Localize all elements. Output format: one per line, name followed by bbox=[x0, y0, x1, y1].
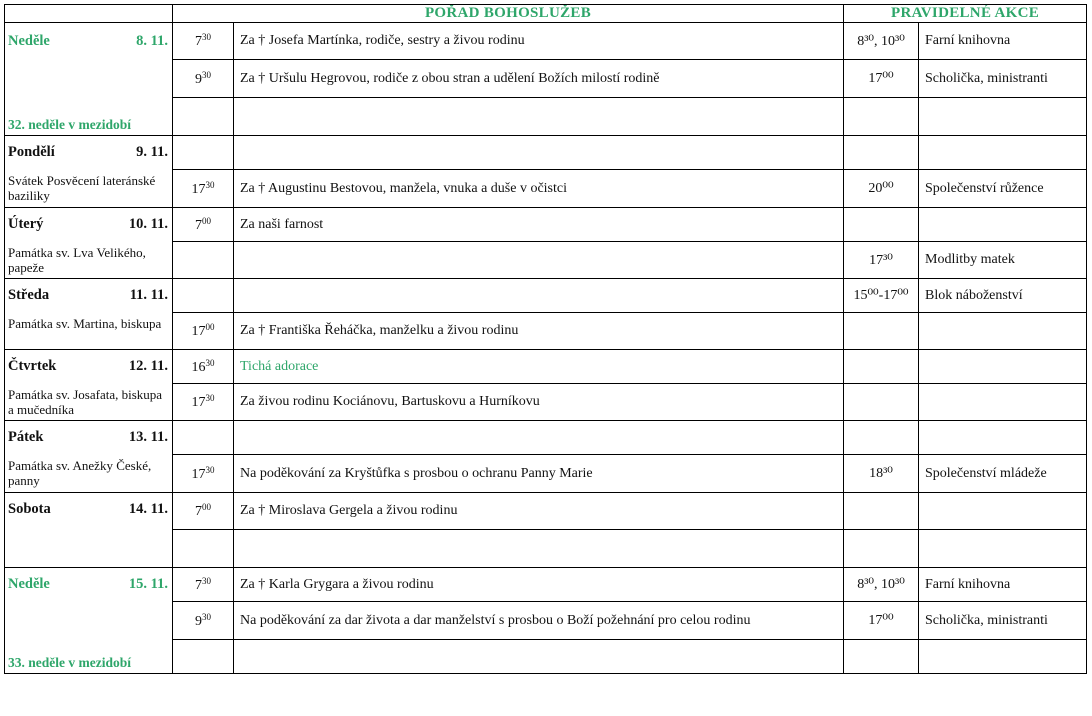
mass-time: $17^{00}$ bbox=[173, 313, 234, 350]
event-name bbox=[919, 136, 1087, 170]
table-row bbox=[5, 568, 1087, 602]
sunday-name: 32. neděle v mezidobí bbox=[8, 117, 131, 132]
event-time: 20⁰⁰ bbox=[844, 170, 919, 208]
mass-time: $9^{30}$ bbox=[173, 602, 234, 640]
mass-intention bbox=[234, 136, 844, 170]
day-cell bbox=[5, 23, 173, 136]
event-name bbox=[919, 384, 1087, 421]
mass-intention: Za † Karla Grygara a živou rodinu bbox=[234, 568, 844, 602]
day-cell bbox=[5, 350, 173, 421]
table-row bbox=[5, 279, 1087, 313]
day-date: 10. 11. bbox=[128, 216, 168, 232]
table-row bbox=[5, 136, 1087, 170]
event-name bbox=[919, 350, 1087, 384]
mass-time: $9^{30}$ bbox=[173, 60, 234, 98]
event-name: Společenství růžence bbox=[919, 170, 1087, 208]
event-time bbox=[844, 493, 919, 530]
mass-intention bbox=[234, 242, 844, 279]
day-name: Neděle bbox=[8, 576, 50, 592]
day-name: Pondělí bbox=[8, 144, 55, 160]
mass-intention: Za živou rodinu Kociánovu, Bartuskovu a Hurníkovu bbox=[234, 384, 844, 421]
event-time bbox=[844, 98, 919, 136]
mass-intention bbox=[234, 421, 844, 455]
event-name: Farní knihovna bbox=[919, 568, 1087, 602]
event-time bbox=[844, 530, 919, 568]
event-name: Společenství mládeže bbox=[919, 455, 1087, 493]
feast-label: Památka sv. Lva Velikého, papeže bbox=[8, 245, 146, 275]
mass-time bbox=[173, 242, 234, 279]
day-date: 11. 11. bbox=[129, 287, 168, 303]
mass-intention: Na poděkování za Kryštůfka s prosbou o ochranu Panny Marie bbox=[234, 455, 844, 493]
event-name: Farní knihovna bbox=[919, 23, 1087, 60]
table-row bbox=[5, 208, 1087, 242]
mass-intention bbox=[234, 640, 844, 674]
day-cell bbox=[5, 136, 173, 208]
mass-intention bbox=[234, 530, 844, 568]
event-name bbox=[919, 313, 1087, 350]
table-row bbox=[5, 421, 1087, 455]
day-name: Úterý bbox=[8, 216, 44, 232]
mass-intention: Tichá adorace bbox=[234, 350, 844, 384]
mass-time: $17^{30}$ bbox=[173, 455, 234, 493]
day-date: 8. 11. bbox=[136, 33, 168, 49]
table-row bbox=[5, 493, 1087, 530]
event-name: Blok náboženství bbox=[919, 279, 1087, 313]
event-time bbox=[844, 313, 919, 350]
mass-intention: Za † Augustinu Bestovou, manžela, vnuka a duše v očistci bbox=[234, 170, 844, 208]
day-name: Sobota bbox=[8, 501, 51, 517]
mass-time bbox=[173, 136, 234, 170]
event-name bbox=[919, 640, 1087, 674]
mass-intention: Za naši farnost bbox=[234, 208, 844, 242]
mass-intention: Na poděkování za dar života a dar manželství s prosbou o Boží požehnání pro celou rodinu bbox=[234, 602, 844, 640]
sunday-name: 33. neděle v mezidobí bbox=[8, 655, 131, 670]
event-time bbox=[844, 136, 919, 170]
schedule-title: POŘAD BOHOSLUŽEB bbox=[173, 5, 844, 23]
day-cell bbox=[5, 279, 173, 350]
event-time bbox=[844, 421, 919, 455]
mass-time: $17^{30}$ bbox=[173, 170, 234, 208]
event-time: 8³⁰, 10³⁰ bbox=[844, 568, 919, 602]
event-time: 17⁰⁰ bbox=[844, 60, 919, 98]
day-cell bbox=[5, 493, 173, 568]
day-cell bbox=[5, 421, 173, 493]
event-name bbox=[919, 493, 1087, 530]
mass-time bbox=[173, 640, 234, 674]
event-time: 15⁰⁰-17⁰⁰ bbox=[844, 279, 919, 313]
mass-intention: Za † Františka Řeháčka, manželku a živou rodinu bbox=[234, 313, 844, 350]
event-name: Scholička, ministranti bbox=[919, 602, 1087, 640]
event-time bbox=[844, 208, 919, 242]
events-title: PRAVIDELNÉ AKCE bbox=[844, 5, 1087, 23]
event-time bbox=[844, 384, 919, 421]
event-name: Scholička, ministranti bbox=[919, 60, 1087, 98]
day-date: 15. 11. bbox=[128, 576, 168, 592]
table-row bbox=[5, 23, 1087, 60]
day-name: Čtvrtek bbox=[8, 358, 57, 374]
mass-time bbox=[173, 279, 234, 313]
feast-label: Památka sv. Josafata, biskupa a mučedníka bbox=[8, 387, 163, 417]
day-name: Pátek bbox=[8, 429, 44, 445]
mass-time bbox=[173, 421, 234, 455]
event-time: 17⁰⁰ bbox=[844, 602, 919, 640]
event-name: Modlitby matek bbox=[919, 242, 1087, 279]
feast-label: Památka sv. Anežky České, panny bbox=[8, 458, 152, 488]
day-date: 12. 11. bbox=[128, 358, 168, 374]
mass-time: $7^{30}$ bbox=[173, 568, 234, 602]
event-name bbox=[919, 208, 1087, 242]
table-row bbox=[5, 350, 1087, 384]
feast-label: Svátek Posvěcení lateránské baziliky bbox=[8, 173, 156, 203]
feast-label: Památka sv. Martina, biskupa bbox=[8, 316, 162, 331]
event-time bbox=[844, 640, 919, 674]
mass-time bbox=[173, 98, 234, 136]
mass-intention bbox=[234, 98, 844, 136]
event-name bbox=[919, 530, 1087, 568]
schedule-table bbox=[4, 4, 1087, 674]
event-time: 8³⁰, 10³⁰ bbox=[844, 23, 919, 60]
day-cell bbox=[5, 568, 173, 674]
mass-time bbox=[173, 530, 234, 568]
day-cell bbox=[5, 208, 173, 279]
mass-intention: Za † Uršulu Hegrovou, rodiče z obou stran a udělení Božích milostí rodině bbox=[234, 60, 844, 98]
mass-intention bbox=[234, 279, 844, 313]
event-time: 18³⁰ bbox=[844, 455, 919, 493]
day-name: Neděle bbox=[8, 33, 50, 49]
event-time: 17³⁰ bbox=[844, 242, 919, 279]
mass-time: $16^{30}$ bbox=[173, 350, 234, 384]
mass-time: $7^{00}$ bbox=[173, 493, 234, 530]
mass-intention: Za † Miroslava Gergela a živou rodinu bbox=[234, 493, 844, 530]
mass-time: $7^{00}$ bbox=[173, 208, 234, 242]
day-date: 14. 11. bbox=[128, 501, 168, 517]
mass-intention: Za † Josefa Martínka, rodiče, sestry a živou rodinu bbox=[234, 23, 844, 60]
header-row bbox=[5, 5, 1087, 23]
event-name bbox=[919, 421, 1087, 455]
mass-time: $17^{30}$ bbox=[173, 384, 234, 421]
event-time bbox=[844, 350, 919, 384]
day-name: Středa bbox=[8, 287, 50, 303]
header-empty-cell bbox=[5, 5, 173, 23]
event-name bbox=[919, 98, 1087, 136]
day-date: 9. 11. bbox=[136, 144, 168, 160]
day-date: 13. 11. bbox=[128, 429, 168, 445]
mass-time: $7^{30}$ bbox=[173, 23, 234, 60]
